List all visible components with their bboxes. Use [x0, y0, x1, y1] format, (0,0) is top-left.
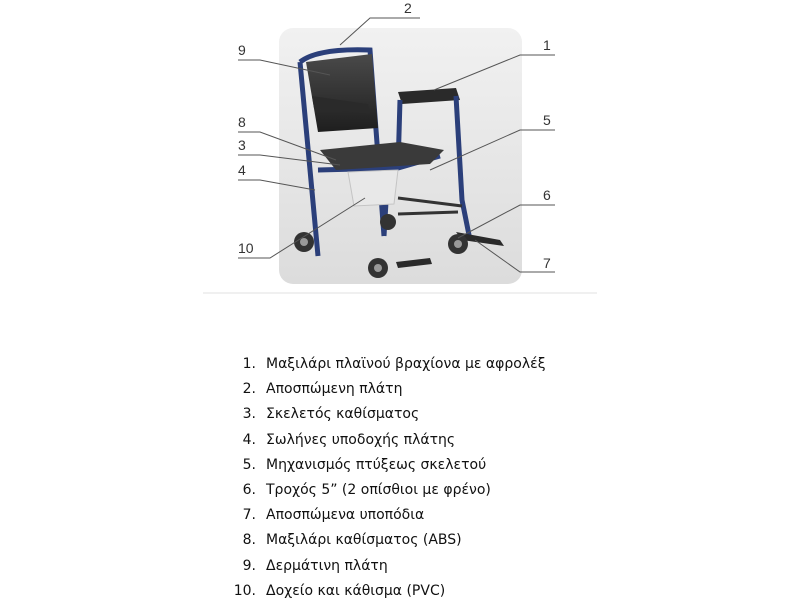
legend-item [230, 352, 546, 377]
backrest [306, 54, 378, 132]
bucket [348, 170, 398, 206]
wheel-rear-right [380, 214, 396, 230]
legend-text: Δοχείο και κάθισμα (PVC) [266, 582, 446, 599]
legend-item [230, 402, 546, 427]
callout-10: 10 [238, 240, 254, 256]
legend-number: 10. [233, 582, 256, 599]
legend-text: Αποσπώμενη πλάτη [266, 381, 403, 398]
legend-text: Τροχός 5” (2 οπίσθιοι με φρένο) [266, 481, 491, 498]
legend-item [230, 554, 546, 579]
legend-number: 1. [242, 356, 256, 372]
legend-number: 3. [242, 406, 256, 423]
legend-number: 9. [242, 557, 256, 574]
legend-text: Μαξιλάρι πλαϊνού βραχίονα με αφρολέξ [266, 356, 546, 372]
callout-3: 3 [238, 137, 246, 153]
callout-8: 8 [238, 114, 246, 130]
callout-4: 4 [238, 162, 246, 178]
callout-5: 5 [543, 112, 551, 128]
legend-number: 7. [242, 507, 256, 524]
legend-item [230, 579, 546, 604]
commode-chair-diagram [0, 0, 800, 300]
legend-item [230, 428, 546, 453]
legend-item [230, 503, 546, 528]
legend-text: Σωλήνες υποδοχής πλάτης [266, 431, 456, 448]
legend-text: Δερμάτινη πλάτη [266, 557, 388, 574]
legend-text: Μαξιλάρι καθίσματος (ABS) [266, 532, 462, 549]
legend-item [230, 528, 546, 553]
legend-text: Μηχανισμός πτύξεως σκελετού [266, 456, 487, 473]
legend-text: Σκελετός καθίσματος [266, 406, 420, 423]
legend-item [230, 453, 546, 478]
callout-1: 1 [543, 37, 551, 53]
callout-9: 9 [238, 42, 246, 58]
legend-number: 5. [242, 456, 256, 473]
legend-number: 4. [242, 431, 256, 448]
callout-7: 7 [543, 255, 551, 271]
legend-item [230, 377, 546, 402]
parts-legend [230, 352, 546, 604]
legend-item [230, 478, 546, 503]
legend-number: 6. [242, 481, 256, 498]
legend-number: 2. [242, 381, 256, 398]
callout-2: 2 [404, 0, 412, 16]
callout-6: 6 [543, 187, 551, 203]
legend-number: 8. [242, 532, 256, 549]
legend-text: Αποσπώμενα υποπόδια [266, 507, 425, 524]
